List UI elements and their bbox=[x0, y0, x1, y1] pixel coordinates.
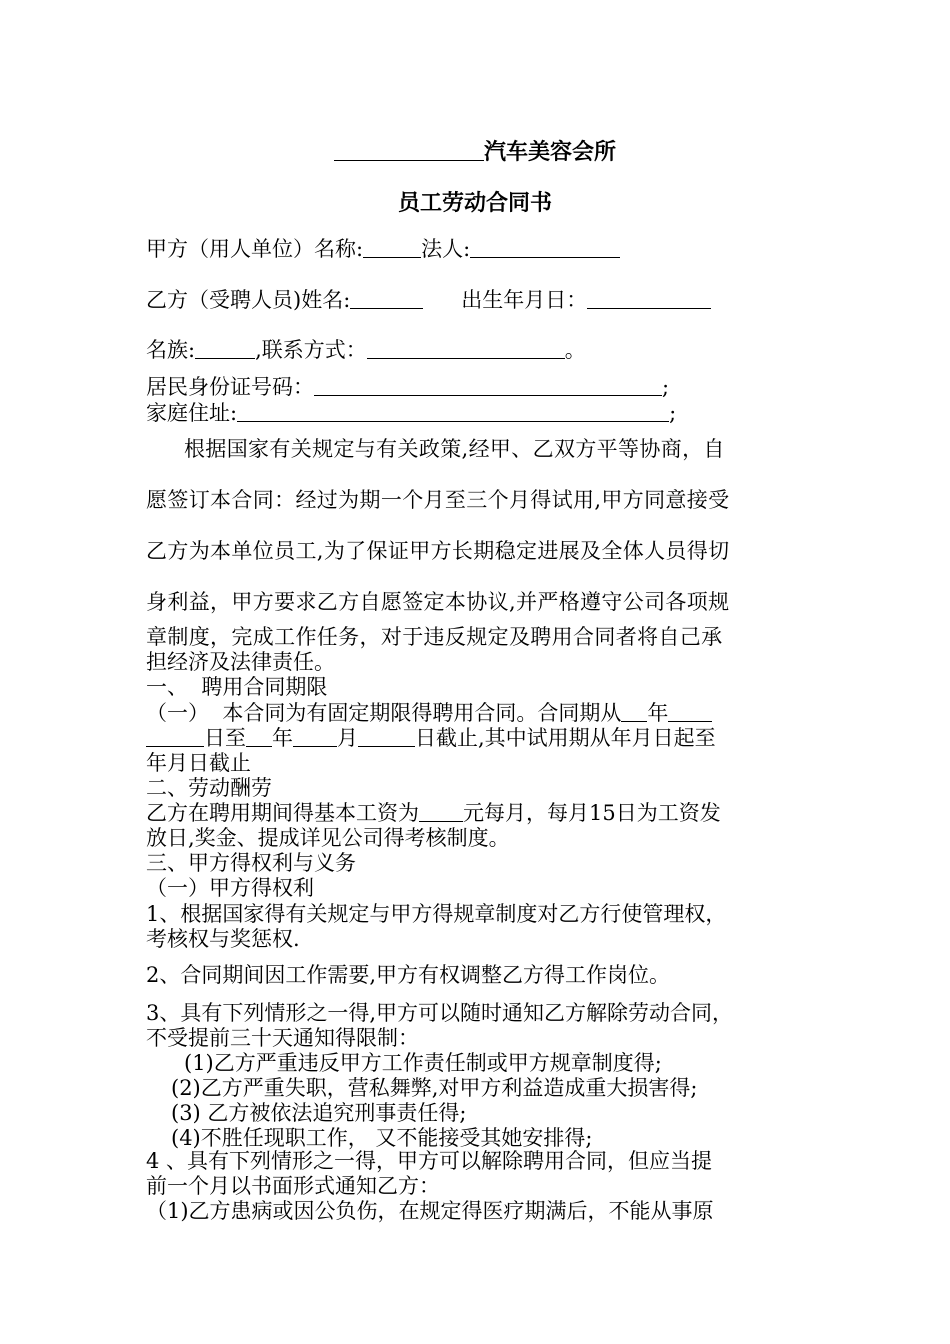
right-1-line-1: 1、根据国家得有关规定与甲方得规章制度对乙方行使管理权， bbox=[146, 902, 727, 926]
birth-label: 出生年月日： bbox=[461, 288, 588, 312]
term-text-1: （一） 本合同为有固定期限得聘用合同。合同期从 bbox=[146, 701, 622, 725]
salary-text-1: 乙方在聘用期间得基本工资为 bbox=[146, 801, 419, 825]
preamble-line-2: 愿签订本合同：经过为期一个月至三个月得试用,甲方同意接受 bbox=[146, 488, 730, 512]
ethnic-label: 名族: bbox=[146, 338, 196, 362]
preamble-line-5: 章制度，完成工作任务，对于违反规定及聘用合同者将自己承 bbox=[146, 625, 723, 649]
id-end: ; bbox=[662, 375, 670, 399]
right-3-line-2: 不受提前三十天通知得限制： bbox=[146, 1026, 419, 1050]
right-3-item-3: (3) 乙方被依法追究刑事责任得; bbox=[171, 1101, 467, 1125]
salary-blank bbox=[419, 801, 463, 822]
section-2-line-1 bbox=[146, 800, 721, 826]
preamble-line-4: 身利益，甲方要求乙方自愿签定本协议,并严格遵守公司各项规 bbox=[146, 590, 730, 614]
address-end: ; bbox=[669, 401, 677, 425]
section-1-a-line-2 bbox=[146, 725, 716, 751]
section-2-line-2: 放日,奖金、提成详见公司得考核制度。 bbox=[146, 826, 510, 850]
ethnic-blank bbox=[195, 338, 255, 359]
ethnic-line bbox=[146, 337, 586, 363]
end-month-label: 月 bbox=[337, 726, 358, 750]
address-line bbox=[146, 400, 676, 426]
document-subtitle bbox=[0, 186, 950, 217]
contact-blank bbox=[367, 338, 565, 359]
trial-text: 日截止,其中试用期从年月日起至 bbox=[415, 726, 716, 750]
section-3-heading: 三、甲方得权利与义务 bbox=[146, 851, 356, 875]
party-a-line bbox=[146, 236, 620, 262]
party-b-line bbox=[146, 287, 711, 313]
section-1-heading: 一、 聘用合同期限 bbox=[146, 675, 328, 699]
birth-blank bbox=[587, 288, 711, 309]
end-month-blank bbox=[293, 726, 337, 747]
section-2-heading: 二、劳动酬劳 bbox=[146, 776, 272, 800]
id-line bbox=[146, 374, 669, 400]
party-b-name-blank bbox=[350, 288, 423, 309]
contact-label: ,联系方式： bbox=[255, 338, 367, 362]
term-month-blank bbox=[668, 701, 712, 722]
end-year-label: 年 bbox=[272, 726, 293, 750]
preamble-line-3: 乙方为本单位员工,为了保证甲方长期稳定进展及全体人员得切 bbox=[146, 539, 730, 563]
right-1-line-2: 考核权与奖惩权. bbox=[146, 927, 300, 951]
right-3-item-1: (1)乙方严重违反甲方工作责任制或甲方规章制度得; bbox=[184, 1051, 662, 1075]
preamble-line-6: 担经济及法律责任。 bbox=[146, 650, 335, 674]
right-3-item-2: (2)乙方严重失职，营私舞弊,对甲方利益造成重大损害得; bbox=[171, 1076, 698, 1100]
party-a-label: 甲方（用人单位）名称: bbox=[146, 237, 364, 261]
company-name-blank bbox=[334, 140, 484, 161]
legal-person-blank bbox=[470, 237, 620, 258]
address-label: 家庭住址: bbox=[146, 401, 238, 425]
id-blank bbox=[314, 375, 662, 396]
preamble-line-1: 根据国家有关规定与有关政策,经甲、乙双方平等协商，自 bbox=[184, 437, 725, 461]
document-title bbox=[0, 135, 950, 166]
id-label: 居民身份证号码： bbox=[146, 375, 314, 399]
right-4-item-1: （1)乙方患病或因公负伤，在规定得医疗期满后，不能从事原 bbox=[146, 1199, 714, 1223]
term-day-blank bbox=[146, 726, 204, 747]
section-1-a-line-1 bbox=[146, 700, 712, 726]
right-2: 2、合同期间因工作需要,甲方有权调整乙方得工作岗位。 bbox=[146, 963, 671, 987]
right-4-line-2: 前一个月以书面形式通知乙方： bbox=[146, 1174, 440, 1198]
right-3-line-1: 3、具有下列情形之一得,甲方可以随时通知乙方解除劳动合同， bbox=[146, 1001, 734, 1025]
legal-person-label: 法人: bbox=[421, 237, 471, 261]
party-b-label: 乙方（受聘人员)姓名: bbox=[146, 288, 351, 312]
section-1-a-line-3: 年月日截止 bbox=[146, 751, 251, 775]
term-to-label: 日至 bbox=[204, 726, 246, 750]
right-4-line-1: 4 、具有下列情形之一得，甲方可以解除聘用合同，但应当提 bbox=[146, 1149, 713, 1173]
right-3-item-4: (4)不胜任现职工作， 又不能接受其她安排得; bbox=[171, 1126, 593, 1150]
salary-text-2: 元每月，每月15日为工资发 bbox=[463, 801, 721, 825]
subtitle-text: 员工劳动合同书 bbox=[397, 190, 552, 216]
party-a-name-blank bbox=[363, 237, 421, 258]
section-3-a-heading: （一）甲方得权利 bbox=[146, 876, 314, 900]
ethnic-end: 。 bbox=[564, 338, 586, 362]
address-blank bbox=[237, 401, 669, 422]
end-year-blank bbox=[246, 726, 272, 747]
end-day-blank bbox=[358, 726, 415, 747]
term-year-label: 年 bbox=[647, 701, 669, 725]
title-suffix: 汽车美容会所 bbox=[483, 139, 616, 165]
term-year-blank bbox=[621, 701, 647, 722]
